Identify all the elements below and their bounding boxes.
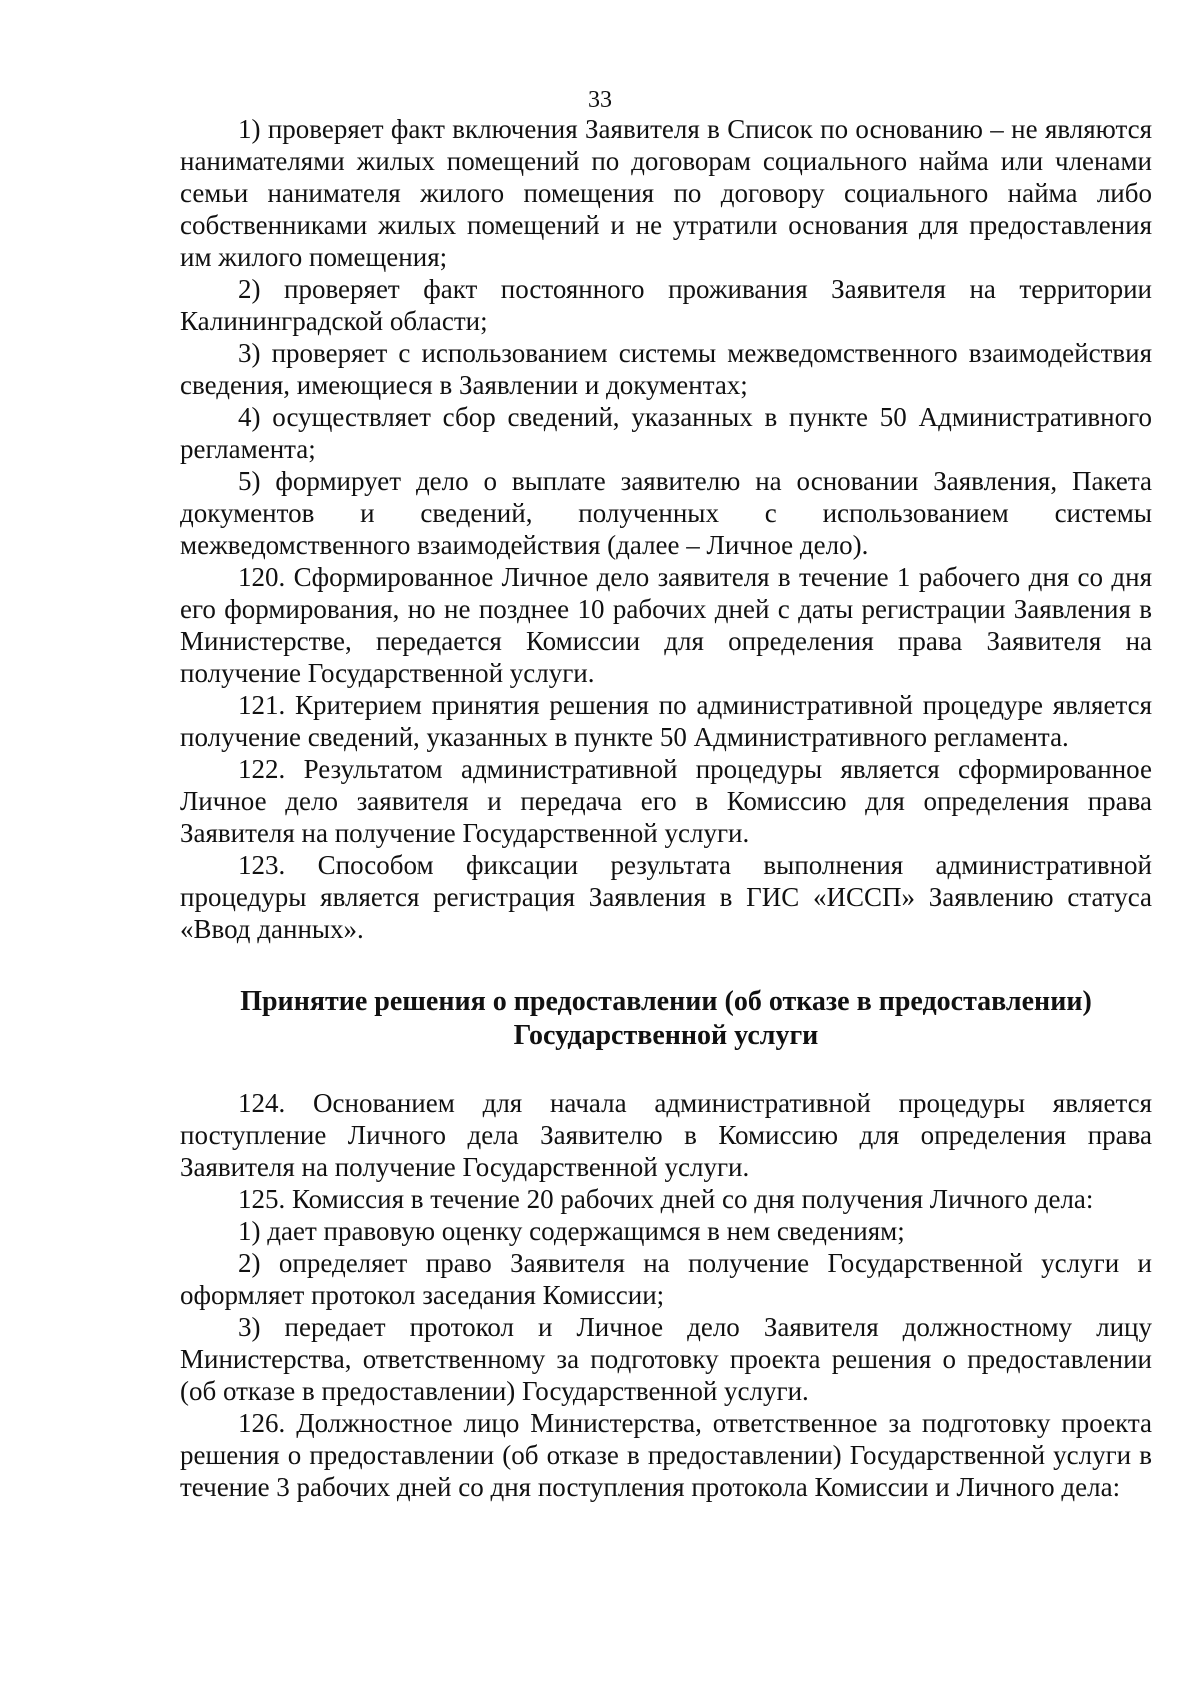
- paragraph: 125. Комиссия в течение 20 рабочих дней со дня получения Личного дела:: [238, 1184, 1094, 1214]
- paragraph: 1) дает правовую оценку содержащимся в нем сведениям;: [238, 1216, 905, 1246]
- paragraph: 3) передает протокол и Личное дело Заявителя должностному лицу Министерства, ответственному за подготовку проекта решения о предоставлении (об отказе в предоставлении) Государственной услуги.: [180, 1312, 1152, 1406]
- paragraph: 121. Критерием принятия решения по административной процедуре является получение сведений, указанных в пункте 50 Административного регламента.: [180, 690, 1152, 752]
- paragraph: 2) определяет право Заявителя на получение Государственной услуги и оформляет протокол заседания Комиссии;: [180, 1248, 1152, 1310]
- section-heading-line: Принятие решения о предоставлении (об отказе в предоставлении): [240, 986, 1092, 1017]
- paragraph: 2) проверяет факт постоянного проживания Заявителя на территории Калининградской области;: [180, 274, 1152, 336]
- section-heading-line: Государственной услуги: [513, 1020, 819, 1051]
- paragraph: 4) осуществляет сбор сведений, указанных в пункте 50 Административного регламента;: [180, 402, 1152, 464]
- paragraph: 5) формирует дело о выплате заявителю на основании Заявления, Пакета документов и сведений, полученных с использованием системы межведомственного взаимодействия (далее – Личное дело).: [180, 466, 1152, 560]
- document-body: [180, 113, 1152, 1503]
- paragraph: 3) проверяет с использованием системы межведомственного взаимодействия сведения, имеющиеся в Заявлении и документах;: [180, 338, 1152, 400]
- paragraph: 123. Способом фиксации результата выполнения административной процедуры является регистрация Заявления в ГИС «ИССП» Заявлению статуса «Ввод данных».: [180, 850, 1152, 944]
- paragraph: 122. Результатом административной процедуры является сформированное Личное дело заявителя и передача его в Комиссию для определения права Заявителя на получение Государственной услуги.: [180, 754, 1152, 848]
- paragraph: 1) проверяет факт включения Заявителя в Список по основанию – не являются нанимателями жилых помещений по договорам социального найма или членами семьи нанимателя жилого помещения по договору социального найма либо собственниками жилых помещений и не утратили основания для предоставления им жилого помещения;: [180, 114, 1152, 272]
- paragraph: 120. Сформированное Личное дело заявителя в течение 1 рабочего дня со дня его формирования, но не позднее 10 рабочих дней с даты регистрации Заявления в Министерстве, передается Комиссии для определения права Заявителя на получение Государственной услуги.: [180, 562, 1152, 688]
- paragraph: 126. Должностное лицо Министерства, ответственное за подготовку проекта решения о предоставлении (об отказе в предоставлении) Государственной услуги в течение 3 рабочих дней со дня поступления протокола Комиссии и Личного дела:: [180, 1408, 1152, 1502]
- page-number: 33: [588, 87, 612, 113]
- section-heading: [180, 985, 1152, 1053]
- paragraph: 124. Основанием для начала административной процедуры является поступление Личного дела Заявителю в Комиссию для определения права Заявителя на получение Государственной услуги.: [180, 1088, 1152, 1182]
